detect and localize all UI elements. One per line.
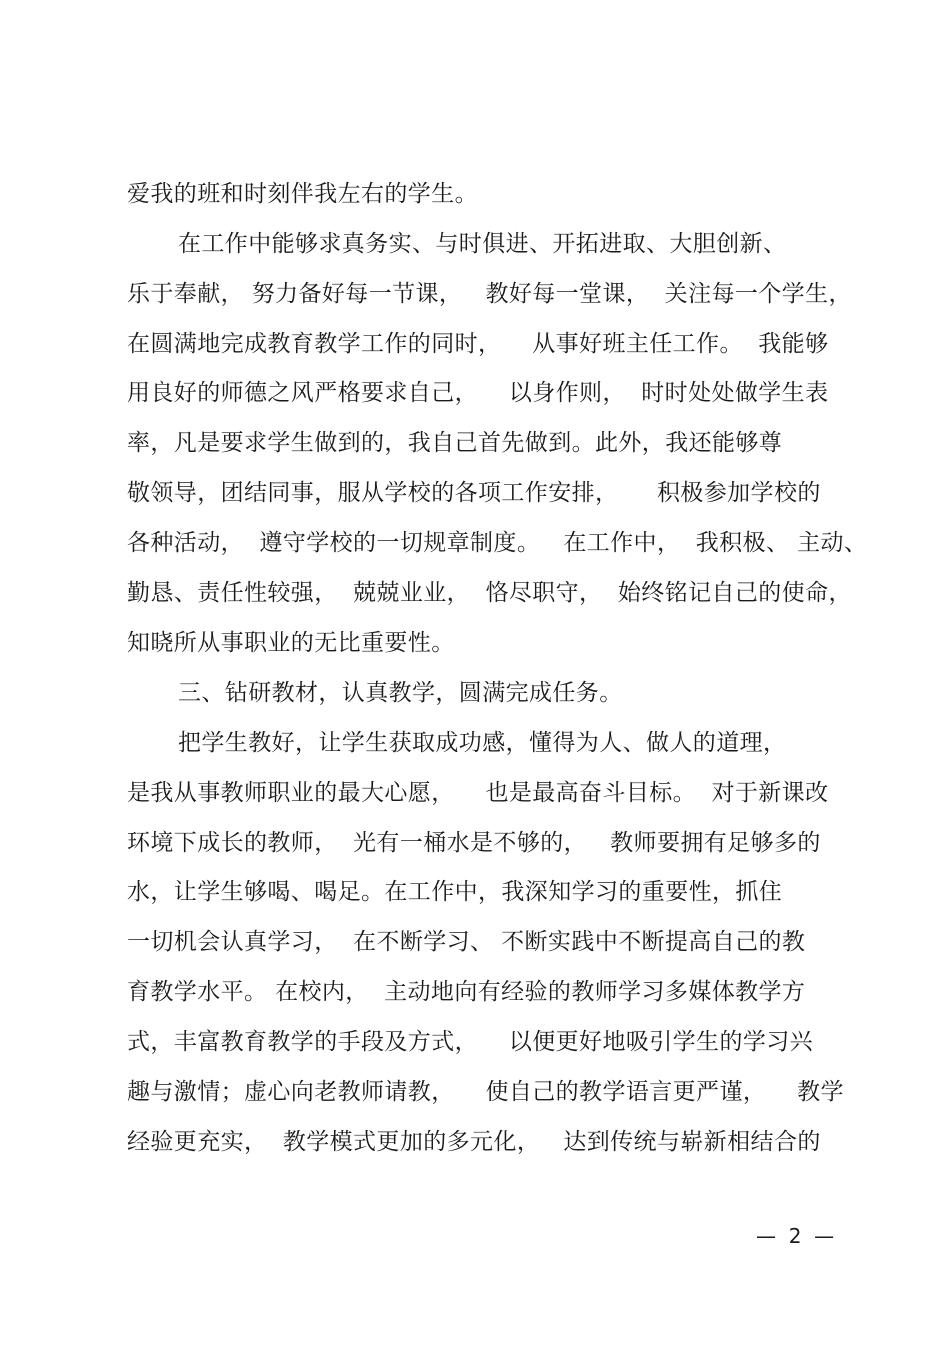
text-line-14: 环境下成长的教师， 光有一桶水是不够的， 教师要拥有足够多的 (127, 830, 821, 856)
text-line-3: 乐于奉献， 努力备好每一节课， 教好每一堂课， 关注每一个学生， (127, 281, 852, 307)
section-heading: 三、钻研教材，认真教学，圆满完成任务。 (178, 680, 623, 706)
text-line-9: 勤恳、责任性较强， 兢兢业业， 恪尽职守， 始终铭记自己的使命， (127, 580, 852, 606)
text-line-20: 经验更充实， 教学模式更加的多元化， 达到传统与崭新相结合的 (127, 1129, 821, 1155)
text-line-2: 在工作中能够求真务实、与时俱进、开拓进取、大胆创新、 (178, 231, 787, 257)
text-line-17: 育教学水平。 在校内， 主动地向有经验的教师学习多媒体教学方 (127, 979, 806, 1005)
text-line-10: 知晓所从事职业的无比重要性。 (127, 630, 455, 656)
page-number: — 2 — (756, 1224, 835, 1248)
text-line-13: 是我从事教师职业的最大心愿， 也是最高奋斗目标。 对于新课改 (127, 780, 829, 806)
text-line-8: 各种活动， 遵守学校的一切规章制度。 在工作中， 我积极、 主动、 (127, 530, 868, 556)
text-line-4: 在圆满地完成教育教学工作的同时， 从事好班主任工作。 我能够 (127, 331, 829, 357)
text-line-12: 把学生教好，让学生获取成功感，懂得为人、做人的道理， (178, 730, 787, 756)
text-line-18: 式，丰富教育教学的手段及方式， 以便更好地吸引学生的学习兴 (127, 1029, 814, 1055)
text-line-5: 用良好的师德之风严格要求自己， 以身作则， 时时处处做学生表 (127, 380, 829, 406)
text-line-15: 水，让学生够喝、喝足。在工作中，我深知学习的重要性，抓住 (127, 879, 783, 905)
text-line-7: 敬领导，团结同事，服从学校的各项工作安排， 积极参加学校的 (127, 480, 821, 506)
text-line-19: 趣与激情；虚心向老教师请教， 使自己的教学语言更严谨， 教学 (127, 1079, 844, 1105)
text-line-6: 率，凡是要求学生做到的，我自己首先做到。此外，我还能够尊 (127, 430, 783, 456)
text-line-1: 爱我的班和时刻伴我左右的学生。 (127, 181, 478, 207)
text-line-16: 一切机会认真学习， 在不断学习、 不断实践中不断提高自己的教 (127, 929, 806, 955)
